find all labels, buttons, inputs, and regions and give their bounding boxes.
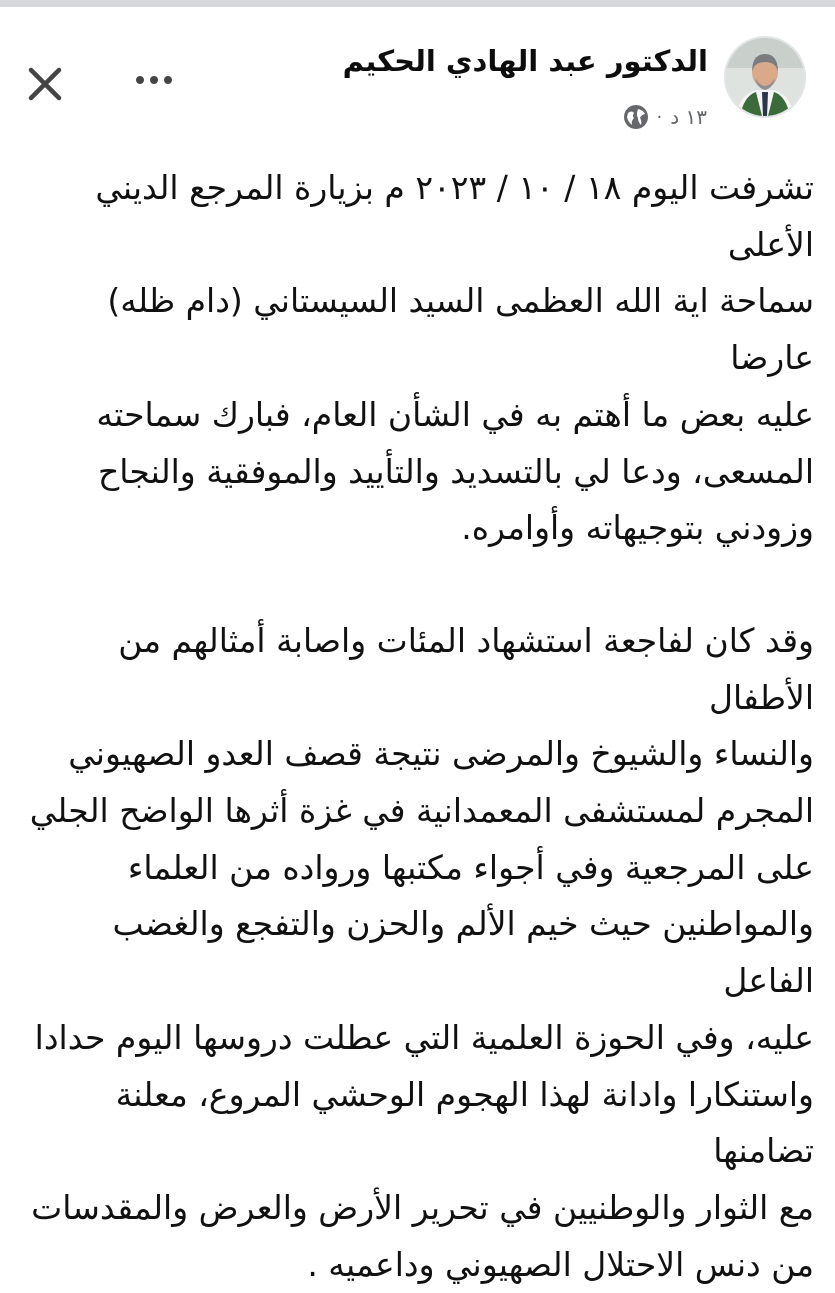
post-time[interactable]: ١٣ د bbox=[670, 105, 707, 129]
avatar[interactable] bbox=[724, 36, 806, 118]
close-button[interactable] bbox=[27, 66, 63, 102]
post-text bbox=[28, 160, 814, 1293]
post-paragraph-2: وقد كان لفاجعة استشهاد المئات واصابة أمثالهم من الأطفال والنساء والشيوخ والمرضى نتيجة قصف العدو الصهيوني المجرم لمستشفى المعمدانية في غزة أثرها الواضح الجلي على المرجعية وفي أجواء مكتبها ورواده من العلماء والمواطنين حيث خيم الألم والحزن والتفجع والغضب الفاعل عليه، وفي الحوزة العلمية التي عطلت دروسها اليوم حدادا واستنكارا وادانة لهذا الهجوم الوحشي المروع، معلنة تضامنها مع الثوار والوطنيين في تحرير الأرض والعرض والمقدسات من دنس الاحتلال الصهيوني وداعميه . bbox=[29, 620, 814, 1284]
more-options-icon bbox=[136, 76, 144, 84]
post-meta bbox=[623, 102, 707, 132]
avatar-image bbox=[726, 38, 804, 116]
meta-separator: · bbox=[656, 106, 663, 128]
globe-icon bbox=[623, 104, 649, 130]
top-edge-bar bbox=[0, 0, 835, 7]
author-name[interactable]: الدكتور عبد الهادي الحكيم bbox=[342, 44, 708, 78]
post-paragraph-1: تشرفت اليوم ١٨ / ١٠ / ٢٠٢٣ م بزيارة المرجع الديني الأعلى سماحة اية الله العظمى السيد السيستاني (دام ظله) عارضا عليه بعض ما أهتم به في الشأن العام، فبارك سماحته المسعى، ودعا لي بالتسديد والتأييد والموفقية والنجاح وزودني بتوجيهاته وأوامره. bbox=[95, 168, 814, 548]
more-options-dot bbox=[150, 76, 158, 84]
post-header bbox=[0, 30, 835, 130]
more-options-button[interactable] bbox=[128, 62, 180, 98]
more-options-dot bbox=[164, 76, 172, 84]
close-icon bbox=[27, 66, 63, 102]
